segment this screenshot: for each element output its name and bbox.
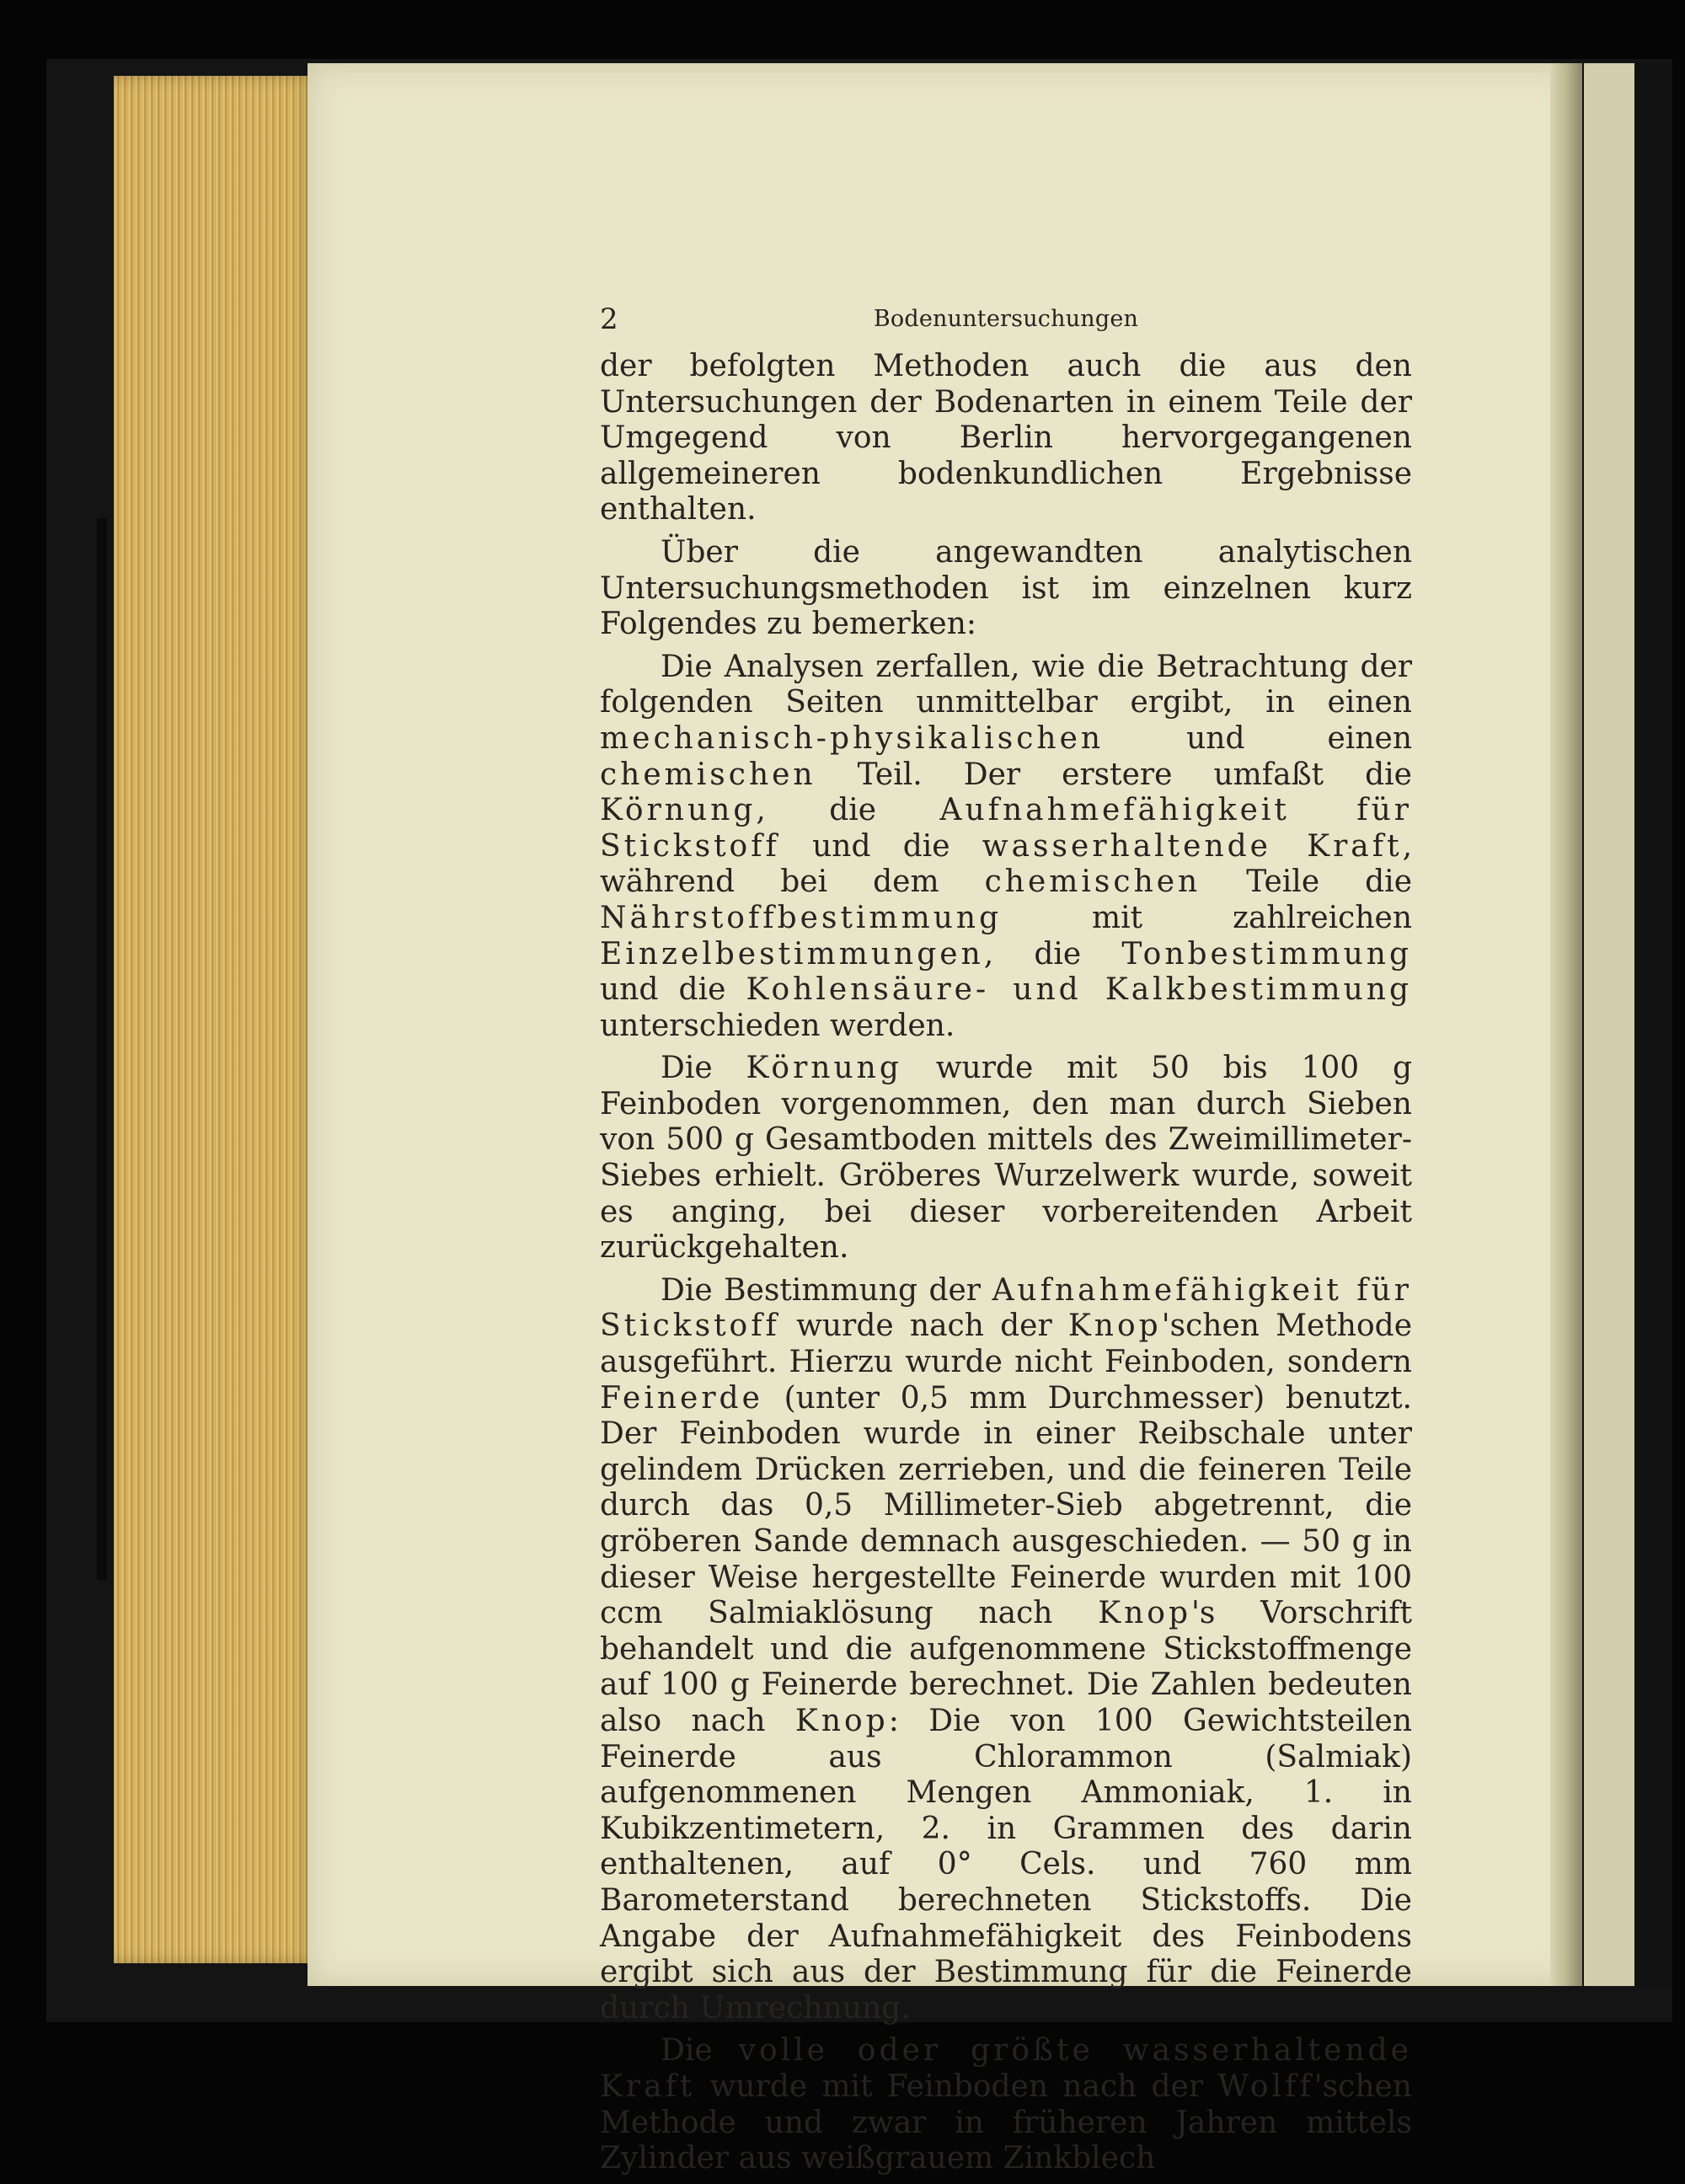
text-run: Die	[661, 2033, 739, 2069]
emphasized-term: wasserhaltende Kraft	[982, 828, 1403, 864]
emphasized-term: Nährstoffbestimmung	[600, 900, 1003, 935]
page-edges	[114, 76, 316, 1963]
emphasized-term: mechanisch-physikalischen	[600, 720, 1105, 756]
text-run: : Die von 100 Gewichtsteilen Feinerde aus Chlorammon (Salmiak) aufgenommenen Mengen Ammoniak, 1. in Kubikzentimetern, 2. in Grammen des darin enthaltenen, auf 0° Cels. und 760 mm Barometerstand berechneten Stickstoffs. Die Angabe der Aufnahmefähigkeit des Feinbodens ergibt sich aus der Bestimmung für die Feinerde durch Umrechnung.	[600, 1703, 1412, 2026]
text-run: Über die angewandten analytischen Untersuchungsmethoden ist im einzelnen kurz Folgendes zu bemerken:	[600, 534, 1412, 642]
text-run: 'schen Methode und zwar in früheren Jahren mittels Zylinder aus weißgrauem Zinkblech	[600, 2069, 1412, 2176]
paragraph	[600, 1051, 1412, 1266]
paragraph	[600, 2033, 1412, 2176]
text-block	[600, 302, 1412, 2184]
running-head: Bodenuntersuchungen	[873, 306, 1139, 332]
emphasized-term: Knop	[1067, 1309, 1162, 1344]
emphasized-term: Knop	[1098, 1596, 1192, 1631]
emphasized-term: Kohlensäure- und Kalkbestimmung	[746, 972, 1412, 1008]
right-cover-strip	[1634, 63, 1672, 1986]
text-run: wurde nach der	[779, 1309, 1068, 1344]
text-run: wurde mit Feinboden nach der	[695, 2069, 1218, 2104]
page-header	[600, 302, 1412, 337]
text-run: wurde mit 50 bis 100 g Feinboden vorgenommen, den man durch Sieben von 500 g Gesamtboden mittels des Zweimillimeter-Siebes erhielt. Gröberes Wurzelwerk wurde, soweit es anging, bei dieser vorbereitenden Arbeit zurückgehalten.	[600, 1051, 1412, 1266]
body-text	[600, 349, 1412, 2177]
emphasized-term: Körnung	[600, 793, 757, 828]
cover-edge-bar	[97, 518, 107, 1580]
page-number: 2	[600, 302, 618, 336]
text-run: Die Analysen zerfallen, wie die Betrachtung der folgenden Seiten unmittelbar ergibt, in einen	[600, 649, 1412, 720]
emphasized-term: Einzelbestimmungen	[600, 936, 984, 972]
emphasized-term: volle oder größte wasserhaltende Kraft	[600, 2033, 1412, 2104]
emphasized-term: Aufnahmefähigkeit für Stickstoff	[600, 1272, 1412, 1344]
text-run: der befolgten Methoden auch die aus den Untersuchungen der Bodenarten in einem Teile der Umgegend von Berlin hervorgegangenen allgemeineren bodenkundlichen Ergebnisse enthalten.	[600, 349, 1412, 527]
text-run: und die	[600, 972, 746, 1008]
text-run: Teile die	[1201, 864, 1413, 900]
paragraph	[600, 650, 1412, 1045]
emphasized-term: Tonbestimmung	[1121, 936, 1412, 972]
emphasized-term: Knop	[794, 1703, 889, 1738]
text-run: Die	[661, 1051, 746, 1086]
emphasized-term: Aufnahmefähigkeit für Stickstoff	[600, 793, 1412, 864]
paragraph	[600, 535, 1412, 643]
text-run: 's Vorschrift behandelt und die aufgenommene Stickstoffmenge auf 100 g Feinerde berechnet. Die Zahlen bedeuten also nach	[600, 1596, 1412, 1738]
facing-page-edge	[1584, 63, 1634, 1986]
emphasized-term: chemischen	[984, 864, 1201, 900]
text-run: und die	[779, 828, 982, 864]
text-run: , die	[756, 793, 940, 828]
text-run: und einen	[1104, 720, 1412, 756]
text-run: , während bei dem	[600, 828, 1413, 900]
text-run: unterschieden werden.	[600, 1008, 955, 1043]
text-run: 'schen Methode ausgeführt. Hierzu wurde nicht Feinboden, sondern	[600, 1309, 1412, 1380]
text-run: mit zahlreichen	[1002, 900, 1412, 935]
text-run: Die Bestimmung der	[661, 1272, 992, 1308]
text-run: , die	[983, 936, 1122, 972]
emphasized-term: Feinerde	[600, 1380, 763, 1416]
text-run: Teil. Der erstere umfaßt die	[816, 757, 1412, 792]
emphasized-term: Körnung	[746, 1051, 902, 1086]
paragraph	[600, 1273, 1412, 2026]
text-run: (unter 0,5 mm Durchmesser) benutzt. Der Feinboden wurde in einer Reibschale unter gelindem Drücken zerrieben, und die feineren Teile durch das 0,5 Millimeter-Sieb abgetrennt, die gröberen Sande demnach ausgeschieden. — 50 g in dieser Weise hergestellte Feinerde wurden mit 100 ccm Salmiaklösung nach	[600, 1380, 1412, 1631]
emphasized-term: Wolff	[1217, 2069, 1314, 2104]
page-gutter	[1550, 63, 1582, 1986]
emphasized-term: chemischen	[600, 757, 816, 792]
paragraph	[600, 349, 1412, 528]
